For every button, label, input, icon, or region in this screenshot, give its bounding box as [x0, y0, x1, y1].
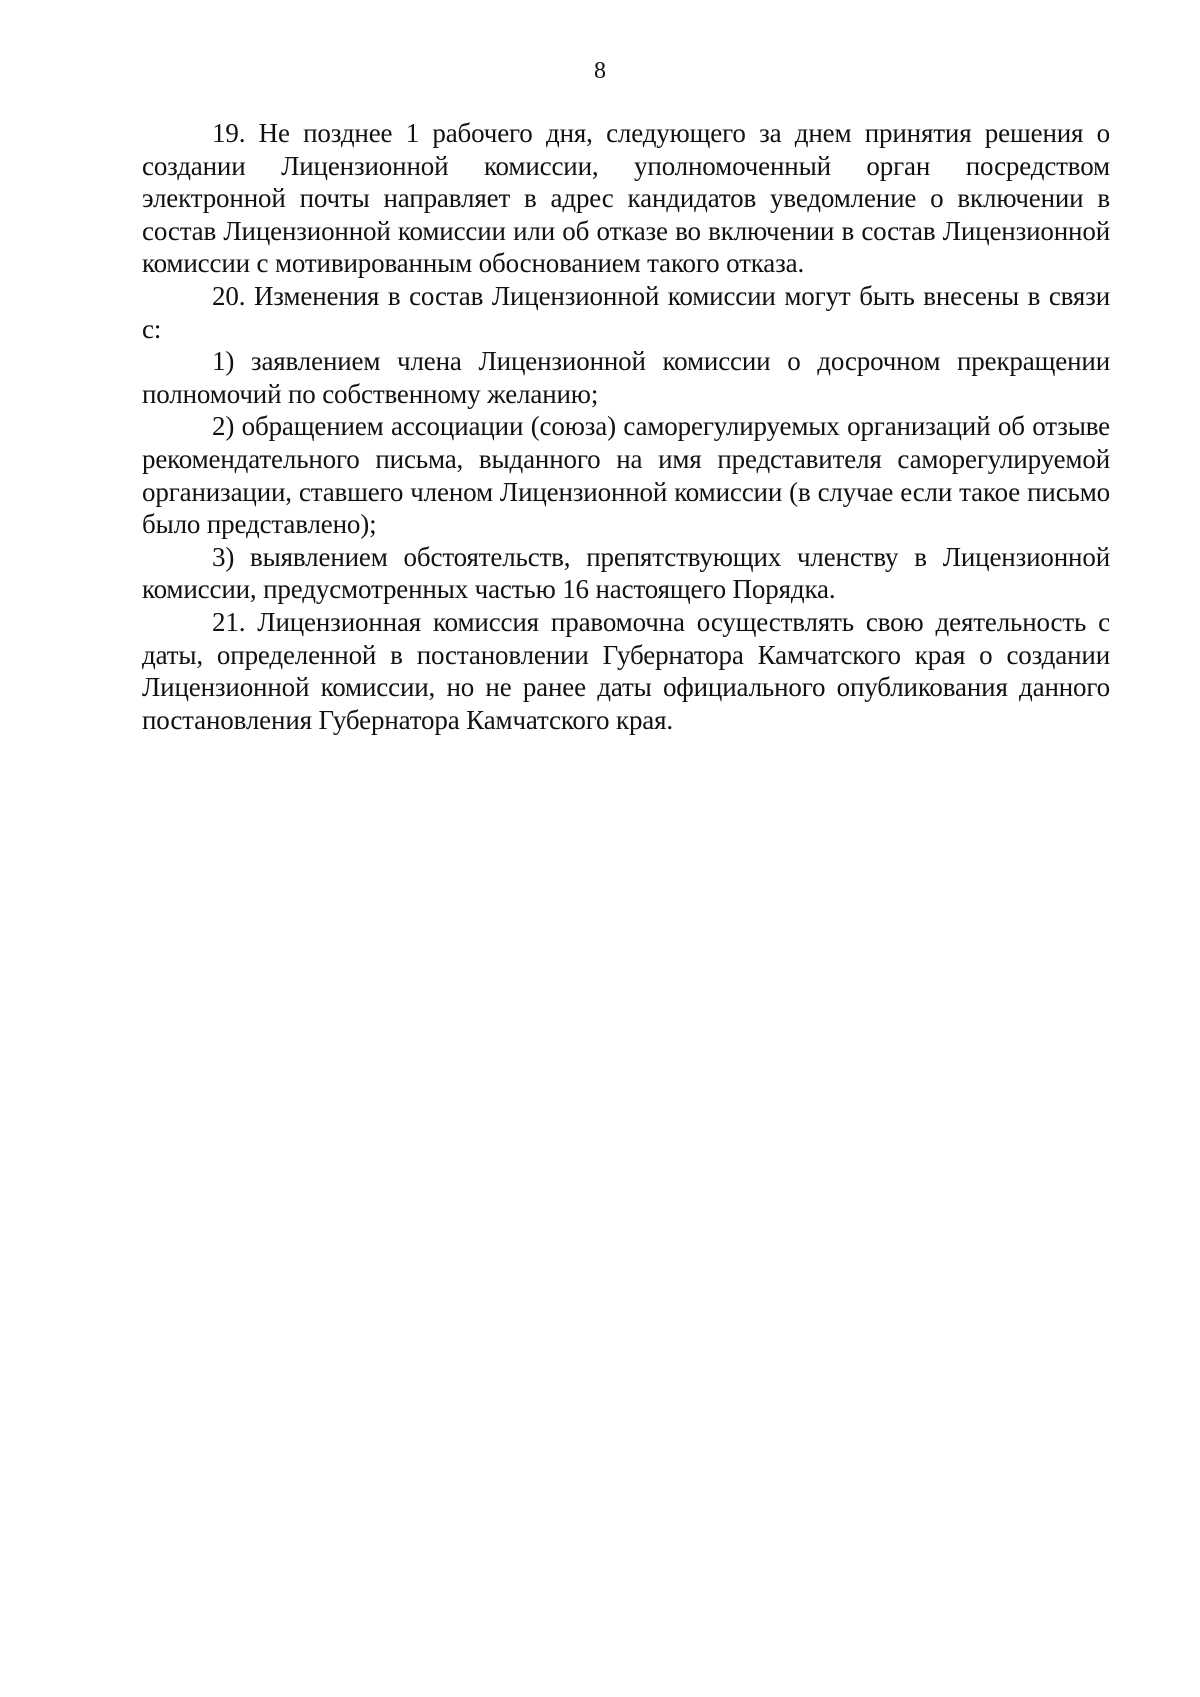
paragraph-20-item-3: 3) выявлением обстоятельств, препятствующих членству в Лицензионной комиссии, предусмотренных частью 16 настоящего Порядка.	[142, 541, 1110, 605]
paragraph-19: 19. Не позднее 1 рабочего дня, следующего за днем принятия решения о создании Лицензионной комиссии, уполномоченный орган посредством электронной почты направляет в адрес кандидатов уведомление о включении в состав Лицензионной комиссии или об отказе во включении в состав Лицензионной комиссии с мотивированным обоснованием такого отказа.	[142, 118, 1110, 279]
paragraph-20-item-1: 1) заявлением члена Лицензионной комиссии о досрочном прекращении полномочий по собственному желанию;	[142, 346, 1110, 409]
paragraph-20-item-2: 2) обращением ассоциации (союза) саморегулируемых организаций об отзыве рекомендательного письма, выданного на имя представителя саморегулируемой организации, ставшего членом Лицензионной комиссии (в случае если такое письмо было представлено);	[142, 411, 1110, 540]
document-body	[142, 117, 1110, 736]
page-number: 8	[594, 58, 606, 84]
paragraph-20: 20. Изменения в состав Лицензионной комиссии могут быть внесены в связи с:	[142, 280, 1110, 344]
paragraph-21: 21. Лицензионная комиссия правомочна осуществлять свою деятельность с даты, определенной в постановлении Губернатора Камчатского края о создании Лицензионной комиссии, но не ранее даты официального опубликования данного постановления Губернатора Камчатского края.	[142, 606, 1110, 735]
